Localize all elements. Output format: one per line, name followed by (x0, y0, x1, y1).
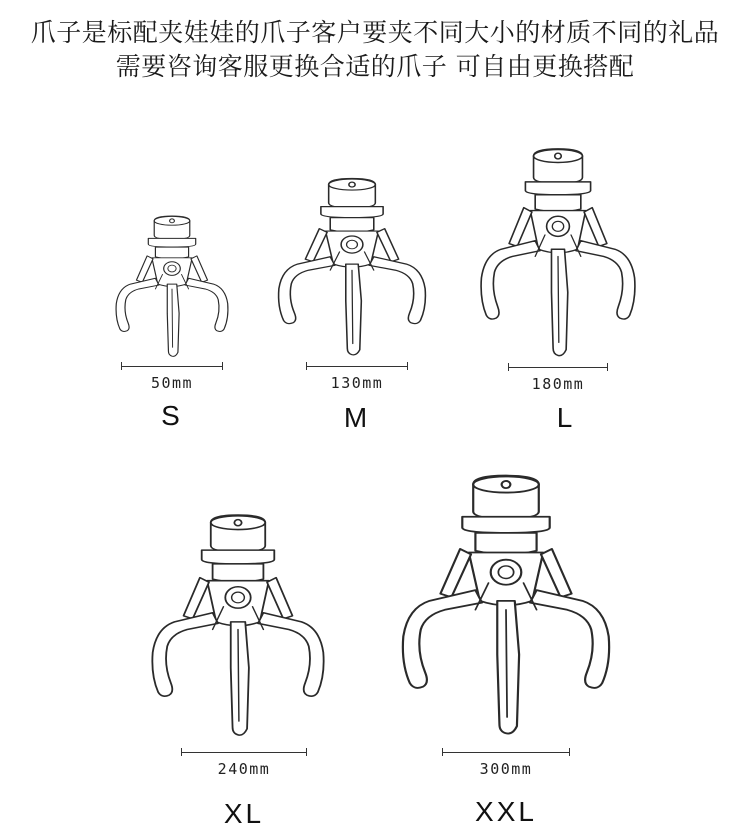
claw-s-illustration (108, 214, 236, 362)
header-line-2: 需要咨询客服更换合适的爪子 可自由更换搭配 (115, 52, 635, 81)
claw-m-drawing (268, 176, 436, 362)
claw-xxl-drawing (388, 472, 624, 744)
claw-m-illustration (268, 176, 436, 362)
claw-m-size: M (343, 402, 371, 433)
claw-l-size: L (556, 402, 576, 433)
claw-xl-illustration (140, 512, 336, 744)
claw-l-drawing (470, 146, 646, 364)
claw-m-width: 130mm (330, 374, 384, 392)
claw-xl-drawing (140, 512, 336, 744)
claw-l-illustration (470, 146, 646, 364)
claw-s-drawing (108, 214, 236, 362)
claw-xxl-width: 300mm (479, 760, 533, 778)
header-line-1: 爪子是标配夹娃娃的爪子客户要夹不同大小的材质不同的礼品 (30, 18, 720, 47)
claw-xl-size: XL (223, 798, 265, 829)
claw-s-width: 50mm (150, 374, 194, 392)
claw-xl-width: 240mm (217, 760, 271, 778)
claw-s-size: S (161, 400, 183, 431)
claw-l-width: 180mm (531, 375, 585, 393)
claw-xxl-size: XXL (475, 796, 537, 827)
claw-xxl-illustration (388, 472, 624, 744)
